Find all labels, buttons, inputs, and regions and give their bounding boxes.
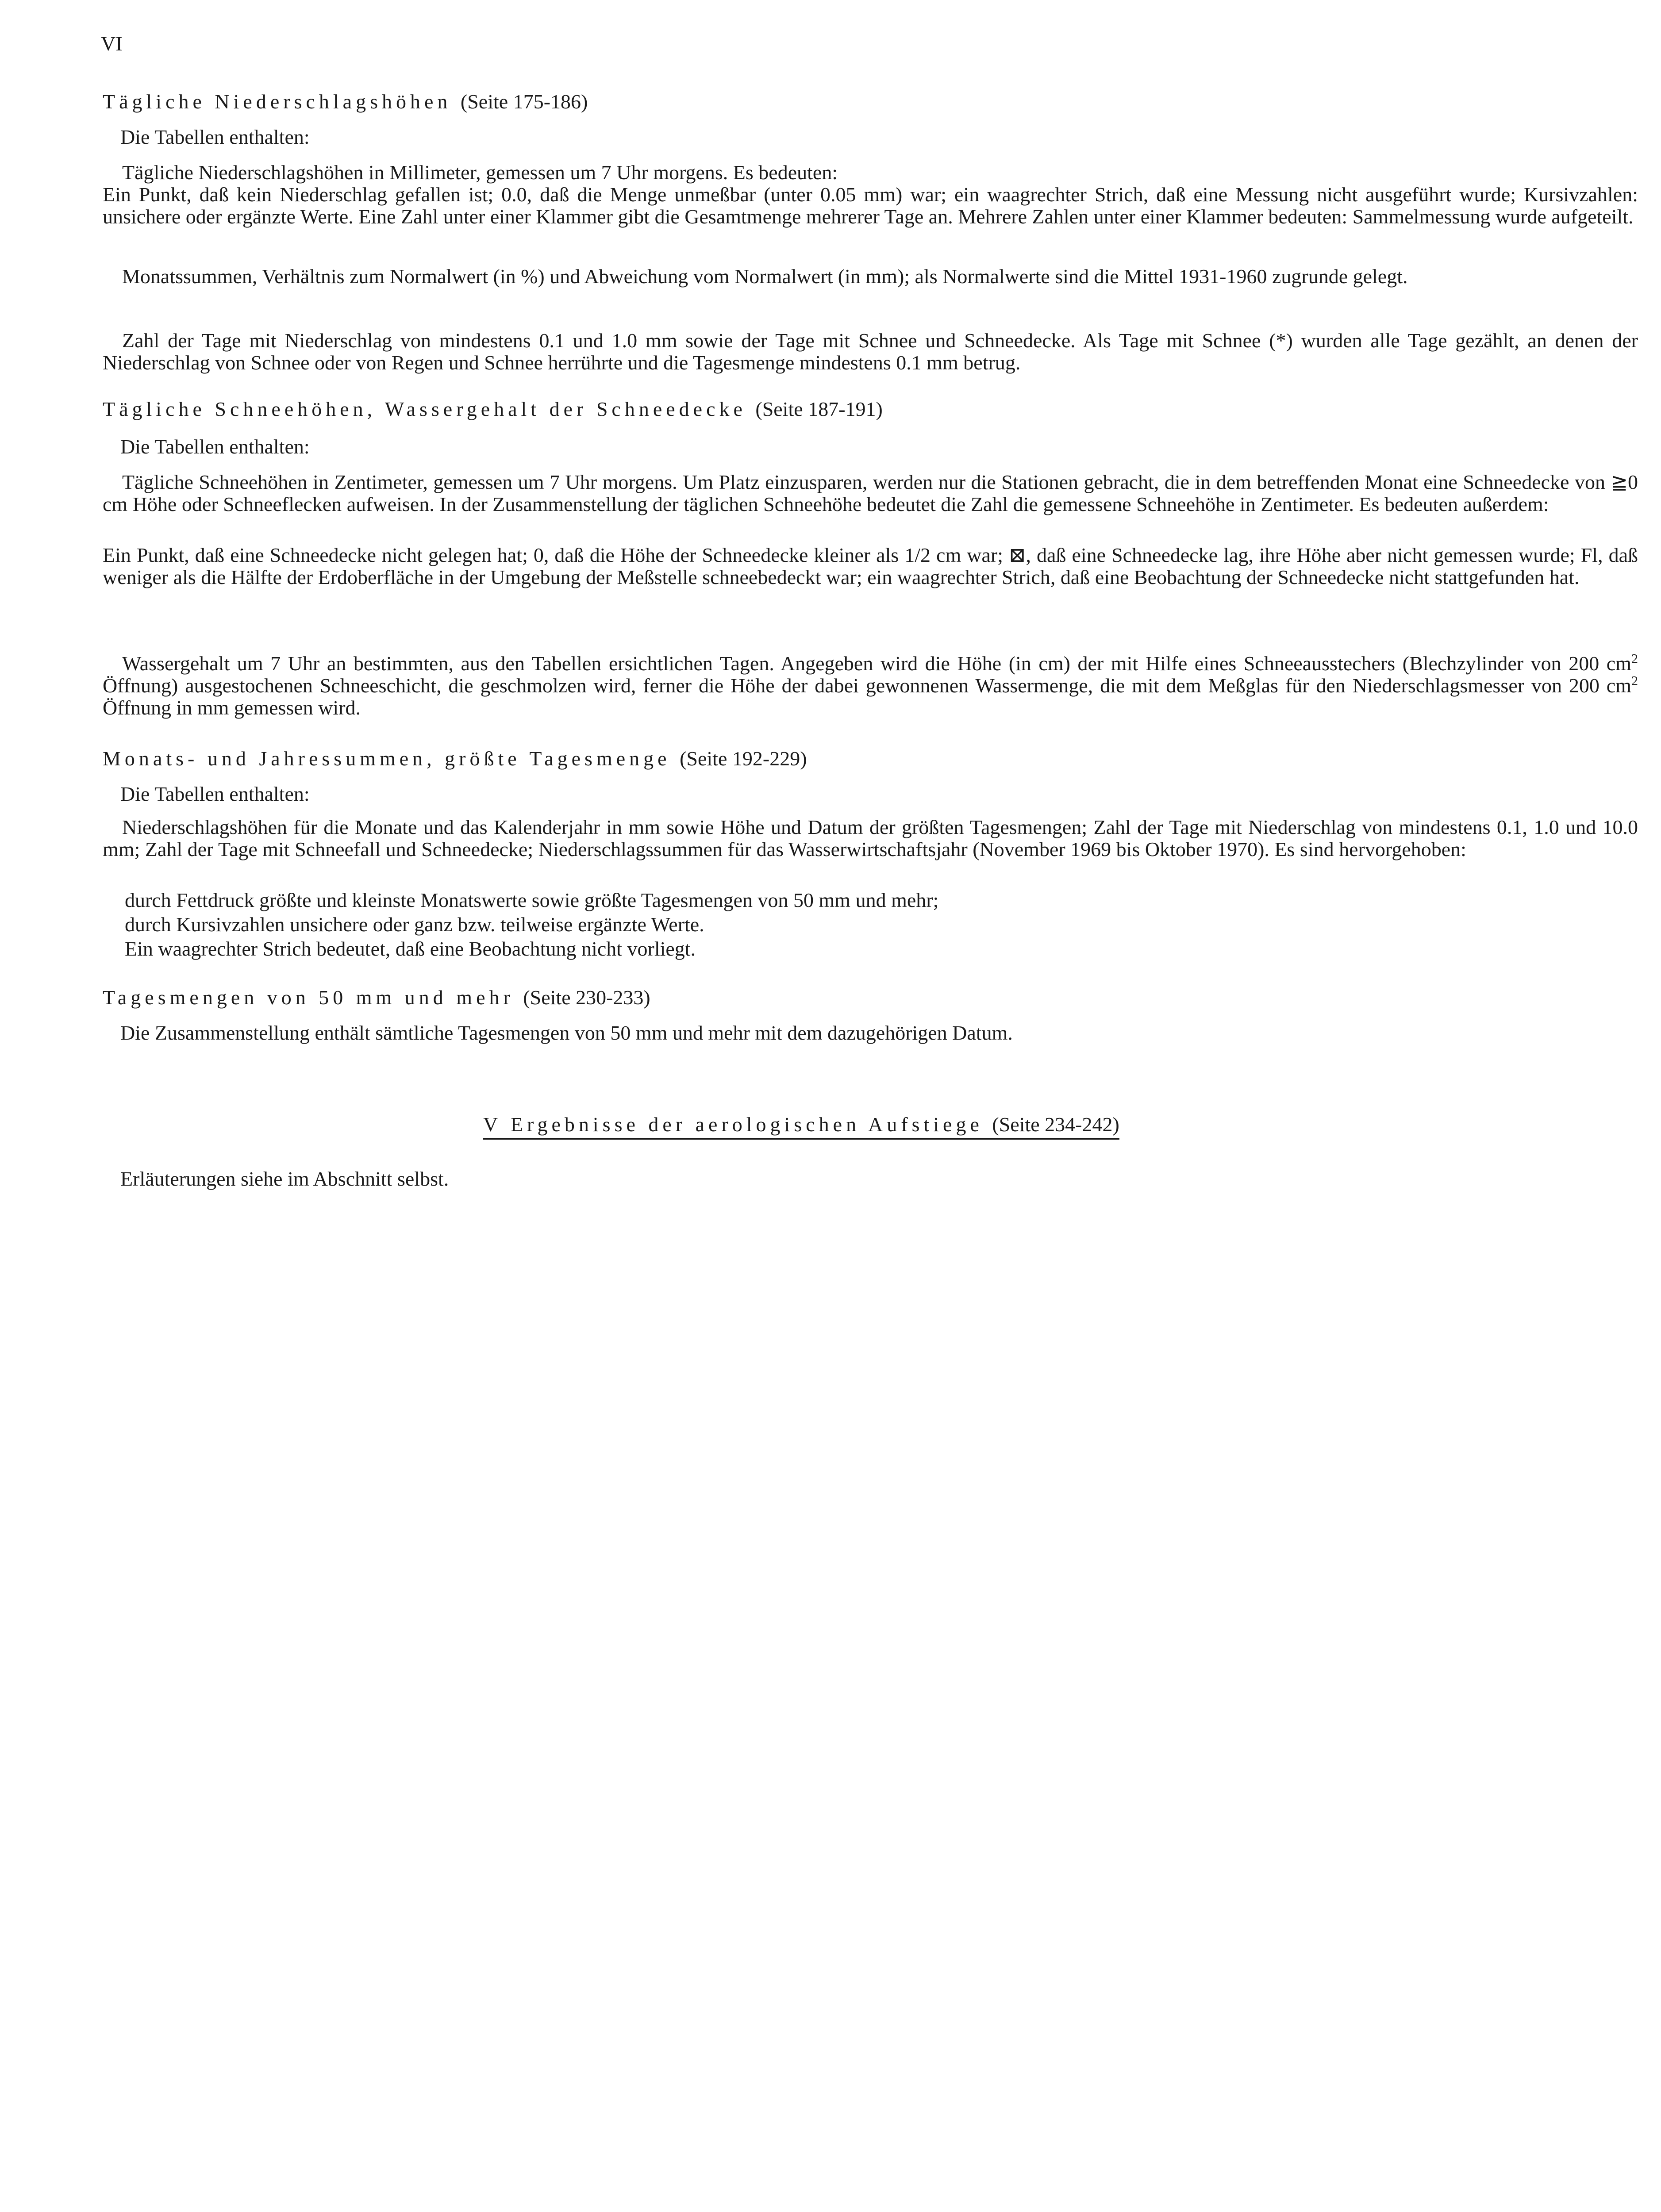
- paragraph-snow-depth: Tägliche Schneehöhen in Zentimeter, gemessen um 7 Uhr morgens. Um Platz einzusparen, werden nur die Stationen gebracht, die in dem betreffenden Monat eine Schneedecke von ≧0 cm Höhe oder Schneeflecken aufweisen. In der Zusammenstellung der täglichen Schneehöhe bedeutet die Zahl die gemessene Schneehöhe in Zentimeter. Es bedeuten außerdem:: [103, 471, 1638, 515]
- paragraph-precipitation-days: Zahl der Tage mit Niederschlag von mindestens 0.1 und 1.0 mm sowie der Tage mit Schnee und Schneedecke. Als Tage mit Schnee (*) wurden alle Tage gezählt, an denen der Niederschlag von Schnee oder von Regen und Schnee herrührte und die Tagesmenge mindestens 0.1 mm betrug.: [103, 329, 1638, 374]
- section-heading-daily-amounts-50mm: [103, 987, 1638, 1009]
- heading-text: Tägliche Niederschlagshöhen: [103, 90, 452, 113]
- heading-text: Tagesmengen von 50 mm und mehr: [103, 986, 514, 1009]
- tables-contain-label: Die Tabellen enthalten:: [120, 126, 310, 148]
- heading-pages: (Seite 192-229): [680, 747, 807, 770]
- water-content-text-b: Öffnung) ausgestochenen Schneeschicht, die geschmolzen wird, ferner die Höhe der dabei gewonnenen Wassermenge, die mit dem Meßglas für den Niederschlagsmesser von 200 cm: [103, 674, 1631, 697]
- water-content-text-a: Wassergehalt um 7 Uhr an bestimmten, aus den Tabellen ersichtlichen Tagen. Angegeben wird die Höhe (in cm) der mit Hilfe eines Schneeausstechers (Blechzylinder von 200 cm: [122, 652, 1631, 675]
- heading-text: Tägliche Schneehöhen, Wassergehalt der Schneedecke: [103, 398, 746, 420]
- superscript: 2: [1631, 651, 1638, 666]
- list-item-dash: Ein waagrechter Strich bedeutet, daß eine Beobachtung nicht vorliegt.: [125, 937, 696, 960]
- section-heading-aerological-ascents: [483, 1113, 1119, 1140]
- superscript: 2: [1631, 673, 1638, 688]
- section-heading-daily-precipitation: [103, 91, 1638, 113]
- list-item-italic: durch Kursivzahlen unsichere oder ganz bzw. teilweise ergänzte Werte.: [125, 913, 704, 936]
- heading-text: Monats- und Jahressummen, größte Tagesmenge: [103, 747, 671, 770]
- tables-contain-label: Die Tabellen enthalten:: [120, 435, 310, 458]
- water-content-text-c: Öffnung in mm gemessen wird.: [103, 696, 361, 719]
- paragraph-water-content: [103, 653, 1638, 719]
- paragraph-daily-precipitation-legend: Ein Punkt, daß kein Niederschlag gefallen ist; 0.0, daß die Menge unmeßbar (unter 0.05 mm) war; ein waagrechter Strich, daß eine Messung nicht ausgeführt wurde; Kursivzahlen: unsichere oder ergänzte Werte. Eine Zahl unter einer Klammer gibt die Gesamtmenge mehrerer Tage an. Mehrere Zahlen unter einer Klammer bedeuten: Sammelmessung wurde aufgeteilt.: [103, 183, 1638, 228]
- paragraph-snow-depth-legend: Ein Punkt, daß eine Schneedecke nicht gelegen hat; 0, daß die Höhe der Schneedecke kleiner als 1/2 cm war; ⊠, daß eine Schneedecke lag, ihre Höhe aber nicht gemessen wurde; Fl, daß weniger als die Hälfte der Erdoberfläche in der Umgebung der Meßstelle schneebedeckt war; ein waagrechter Strich, daß eine Beobachtung der Schneedecke nicht stattgefunden hat.: [103, 544, 1638, 588]
- section-heading-snow-depth: [103, 398, 1638, 420]
- paragraph-monthly-annual-sums: Niederschlagshöhen für die Monate und das Kalenderjahr in mm sowie Höhe und Datum der größten Tagesmengen; Zahl der Tage mit Niederschlag von mindestens 0.1, 1.0 und 10.0 mm; Zahl der Tage mit Schneefall und Schneedecke; Niederschlagssummen für das Wasserwirtschaftsjahr (November 1969 bis Oktober 1970). Es sind hervorgehoben:: [103, 816, 1638, 860]
- heading-text: V Ergebnisse der aerologischen Aufstiege: [483, 1113, 983, 1136]
- heading-pages: (Seite 234-242): [992, 1113, 1119, 1136]
- paragraph-daily-precipitation-lead: Tägliche Niederschlagshöhen in Millimeter, gemessen um 7 Uhr morgens. Es bedeuten:: [122, 161, 838, 184]
- heading-pages: (Seite 230-233): [523, 986, 650, 1009]
- heading-pages: (Seite 175-186): [460, 90, 588, 113]
- page-number: VI: [101, 32, 123, 55]
- paragraph-monthly-sums: Monatssummen, Verhältnis zum Normalwert (in %) und Abweichung vom Normalwert (in mm); als Normalwerte sind die Mittel 1931-1960 zugrunde gelegt.: [122, 265, 1408, 288]
- tables-contain-label: Die Tabellen enthalten:: [120, 783, 310, 805]
- heading-pages: (Seite 187-191): [755, 398, 883, 420]
- paragraph-daily-amounts-50mm: Die Zusammenstellung enthält sämtliche Tagesmengen von 50 mm und mehr mit dem dazugehörigen Datum.: [120, 1022, 1013, 1044]
- list-item-bold: durch Fettdruck größte und kleinste Monatswerte sowie größte Tagesmengen von 50 mm und mehr;: [125, 889, 939, 911]
- section-heading-monthly-annual-sums: [103, 748, 1638, 770]
- paragraph-aerological-note: Erläuterungen siehe im Abschnitt selbst.: [120, 1167, 449, 1190]
